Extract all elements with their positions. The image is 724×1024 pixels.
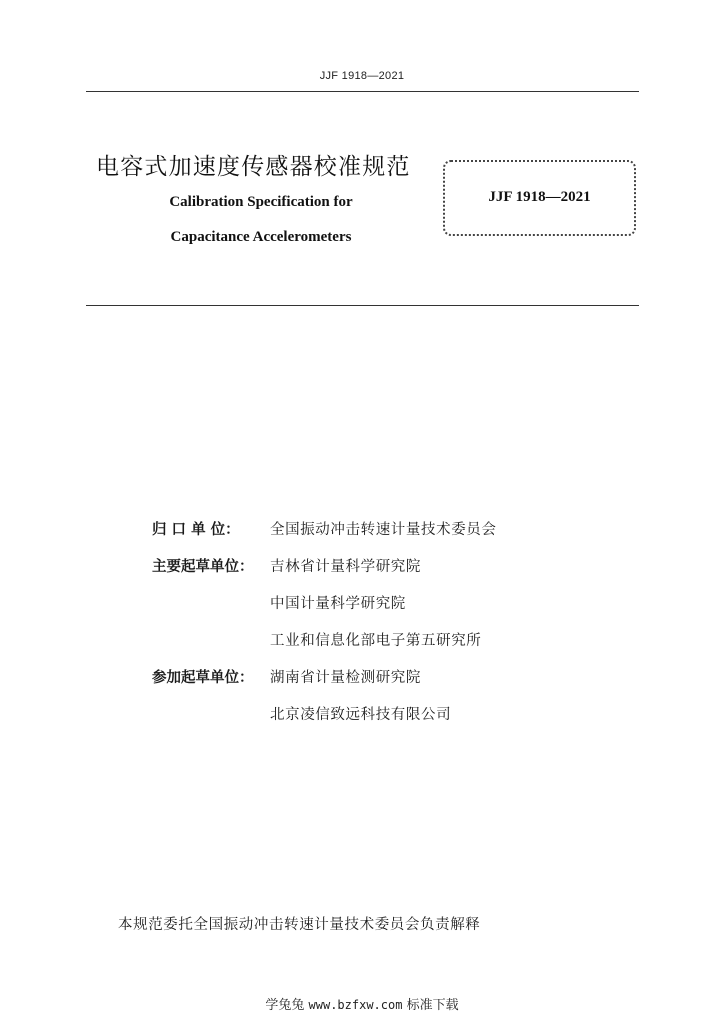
top-divider	[86, 91, 639, 92]
standard-code-box	[443, 160, 636, 236]
org-label-responsible: 归 口 单 位：	[152, 522, 240, 538]
title-chinese: 电容式加速度传感器校准规范	[96, 154, 411, 180]
org-value-main-drafting-1: 吉林省计量科学研究院	[270, 559, 421, 575]
standard-code-box-text: JJF 1918—2021	[488, 188, 591, 205]
watermark-suffix: 标准下载	[406, 998, 459, 1013]
middle-divider	[86, 305, 639, 306]
title-english-line-2: Capacitance Accelerometers	[170, 229, 352, 245]
org-label-main-drafting: 主要起草单位：	[152, 559, 254, 575]
org-value-responsible: 全国振动冲击转速计量技术委员会	[270, 522, 497, 538]
title-english-line-1: Calibration Specification for	[169, 194, 353, 210]
watermark-prefix: 学兔兔	[265, 998, 305, 1013]
org-row-participating-2	[152, 703, 497, 740]
organization-list	[152, 518, 497, 740]
org-row-main-drafting	[152, 555, 497, 592]
interpretation-note: 本规范委托全国振动冲击转速计量技术委员会负责解释	[118, 917, 481, 933]
org-value-main-drafting-3: 工业和信息化部电子第五研究所	[270, 633, 482, 649]
org-label-participating: 参加起草单位：	[152, 670, 254, 686]
org-value-main-drafting-2: 中国计量科学研究院	[270, 596, 406, 612]
watermark-url: www.bzfxw.com	[308, 998, 403, 1012]
org-row-responsible	[152, 518, 497, 555]
org-row-main-drafting-2	[152, 592, 497, 629]
org-value-participating-2: 北京凌信致远科技有限公司	[270, 707, 452, 723]
org-value-participating-1: 湖南省计量检测研究院	[270, 670, 421, 686]
header-standard-code: JJF 1918—2021	[319, 70, 405, 82]
download-watermark	[0, 994, 724, 1013]
org-row-main-drafting-3	[152, 629, 497, 666]
org-row-participating	[152, 666, 497, 703]
